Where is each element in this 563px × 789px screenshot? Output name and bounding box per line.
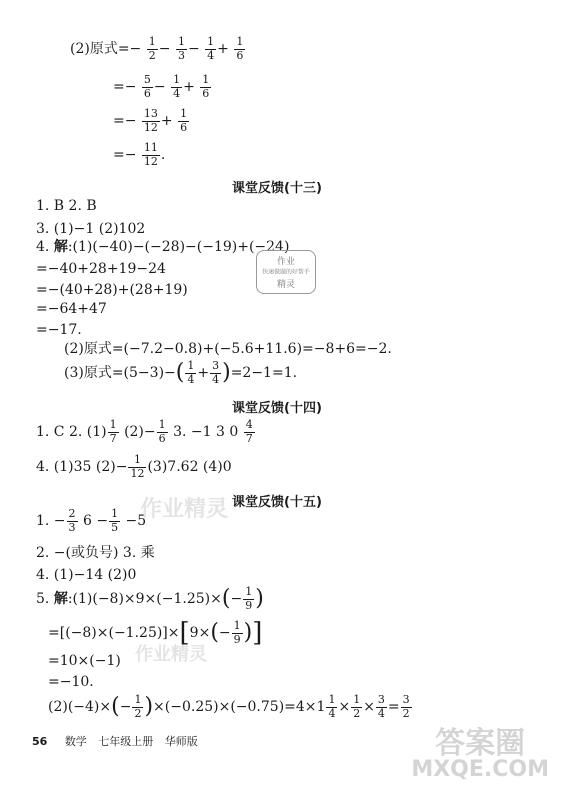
fraction: $\frac{1}{4}$	[173, 73, 181, 100]
fraction: $\frac{1}{6}$	[180, 107, 188, 134]
footer-subject: 数学	[64, 735, 87, 748]
fraction: $\frac{5}{6}$	[143, 73, 151, 100]
calc-line-2: =− $\frac{5}{6}$ − $\frac{1}{4}$ + $\frac{1}{6}$	[113, 73, 210, 100]
fraction: $\frac{4}{7}$	[245, 418, 253, 445]
section-title-13: 课堂反馈(十三)	[232, 181, 322, 196]
answer-line: 4. (1)−14 (2)0	[36, 567, 137, 583]
fraction: $\frac{1}{12}$	[130, 453, 145, 480]
fraction: $\frac{1}{2}$	[148, 35, 156, 62]
fraction: $\frac{13}{12}$	[143, 107, 158, 134]
fraction: $\frac{1}{3}$	[177, 35, 185, 62]
fraction: $\frac{1}{9}$	[245, 585, 253, 612]
fraction: $\frac{1}{4}$	[207, 35, 215, 62]
fraction: $\frac{1}{2}$	[353, 693, 361, 720]
answer-line: 1. B 2. B	[36, 198, 97, 214]
fraction: $\frac{3}{4}$	[377, 693, 385, 720]
answer-line: (2)原式=(−7.2−0.8)+(−5.6+11.6)=−8+6=−2.	[64, 341, 392, 357]
answer-line: 5. 解:(1)(−8)×9×(−1.25)×(− $\frac{1}{9}$ )	[36, 585, 264, 612]
answer-line: =[(−8)×(−1.25)]×[9×(− $\frac{1}{9}$ )]	[48, 618, 263, 649]
answer-line: (3)原式=(5−3)−( $\frac{1}{4}$ + $\frac{3}{4}$ )=2−1=1.	[64, 359, 298, 386]
calc-line-4: =− $\frac{11}{12}$ .	[113, 141, 166, 168]
fraction: $\frac{1}{9}$	[233, 619, 241, 646]
fraction: $\frac{1}{2}$	[134, 693, 142, 720]
answer-line: =−40+28+19−24	[36, 261, 166, 277]
fraction: $\frac{1}{6}$	[202, 73, 210, 100]
watermark: 作业精灵	[140, 497, 229, 522]
fraction: $\frac{2}{3}$	[68, 507, 76, 534]
answer-line: 1. − $\frac{2}{3}$ 6 − $\frac{1}{5}$ −5	[36, 507, 147, 534]
answer-line: 2. −(或负号) 3. 乘	[36, 545, 155, 561]
section-title-15: 课堂反馈(十五)	[232, 495, 322, 510]
fraction: $\frac{1}{4}$	[187, 359, 195, 386]
site-logo: 答案圈 MXQE.COM	[411, 726, 549, 782]
fraction: $\frac{3}{4}$	[212, 359, 220, 386]
fraction: $\frac{11}{12}$	[143, 141, 158, 168]
answer-line: 3. (1)−1 (2)102	[36, 221, 146, 237]
answer-line: (2)(−4)×(− $\frac{1}{2}$ )×(−0.25)×(−0.75)=4×1 $\frac{1}{4}$ × $\frac{1}{2}$ × $\frac{3}{4}$ = $\frac{3}{2}$	[48, 693, 410, 720]
watermark: 作业精灵	[135, 644, 207, 665]
calc-line-1: (2)原式=− $\frac{1}{2}$ − $\frac{1}{3}$ − $\frac{1}{4}$ + $\frac{1}{6}$	[70, 35, 244, 62]
fraction: $\frac{1}{6}$	[236, 35, 244, 62]
footer-grade: 七年级上册	[98, 735, 154, 748]
page-number: 56	[32, 735, 48, 748]
fraction: $\frac{1}{6}$	[158, 418, 166, 445]
section-title-14: 课堂反馈(十四)	[232, 401, 322, 416]
answer-line: =10×(−1)	[48, 653, 121, 669]
answer-line: 4. (1)35 (2)− $\frac{1}{12}$ (3)7.62 (4)0	[36, 453, 232, 480]
fraction: $\frac{1}{4}$	[328, 693, 336, 720]
homework-stamp: 作业 快速做题的好帮手 精灵	[256, 250, 316, 294]
fraction: $\frac{3}{2}$	[402, 693, 410, 720]
fraction: $\frac{1}{5}$	[111, 507, 119, 534]
page-footer	[32, 733, 206, 749]
answer-line: 4. 解:(1)(−40)−(−28)−(−19)+(−24)	[36, 239, 290, 255]
answer-line: =−64+47	[36, 301, 107, 317]
answer-line: =−(40+28)+(28+19)	[36, 282, 188, 298]
answer-line: =−10.	[48, 674, 94, 690]
answer-line: 1. C 2. (1) $\frac{1}{7}$ (2)− $\frac{1}{6}$ 3. −1 3 0 $\frac{4}{7}$	[36, 418, 253, 445]
calc-line-3: =− $\frac{13}{12}$ + $\frac{1}{6}$	[113, 107, 188, 134]
footer-edition: 华师版	[164, 735, 198, 748]
answer-line: =−17.	[36, 322, 82, 338]
fraction: $\frac{1}{7}$	[109, 418, 117, 445]
